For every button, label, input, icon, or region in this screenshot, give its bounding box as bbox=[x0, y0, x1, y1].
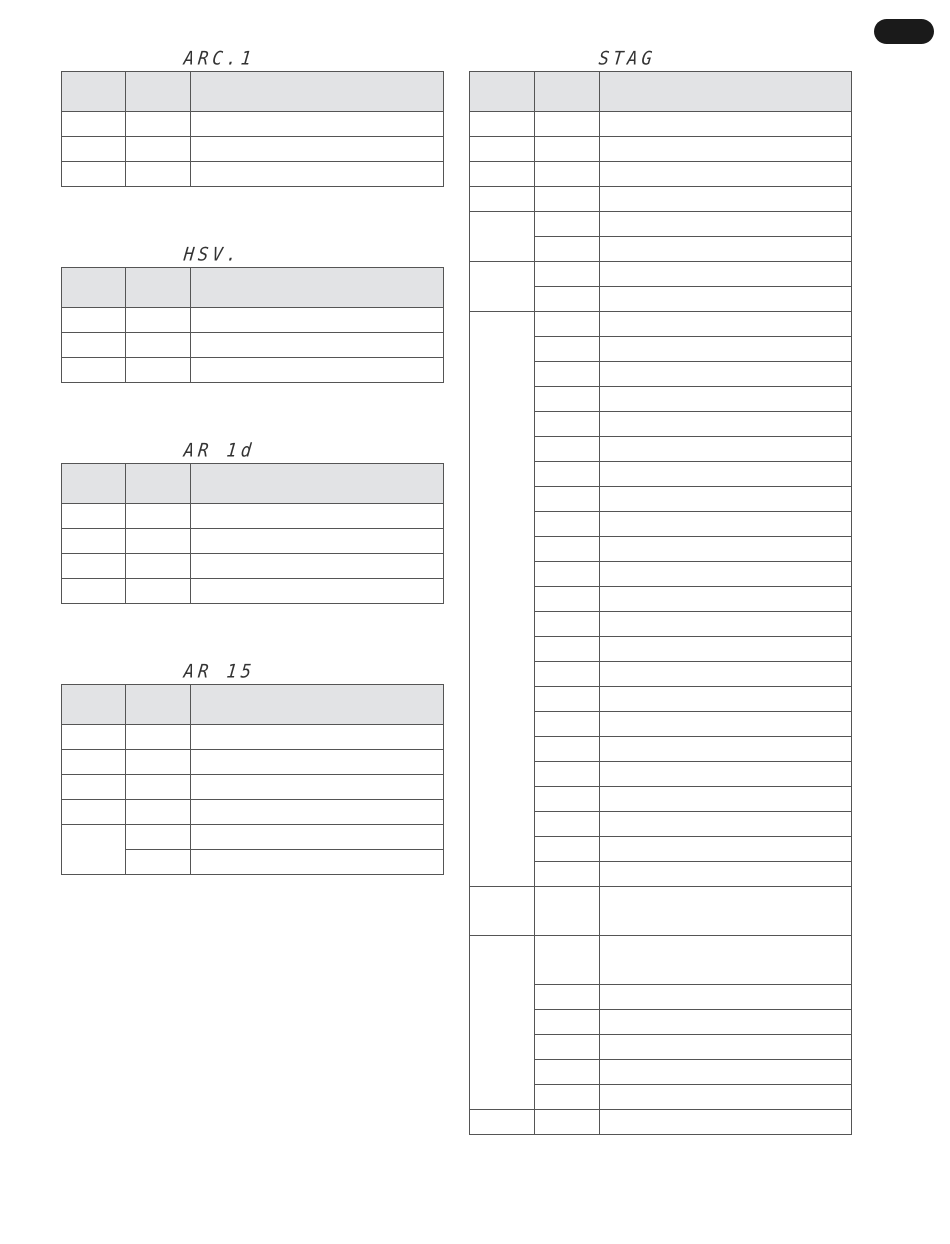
cell bbox=[191, 579, 444, 604]
table-row bbox=[62, 554, 444, 579]
cell bbox=[535, 737, 600, 762]
cell bbox=[470, 262, 535, 312]
cell bbox=[535, 287, 600, 312]
table-row bbox=[62, 112, 444, 137]
cell bbox=[600, 687, 852, 712]
cell bbox=[126, 825, 191, 850]
cell bbox=[126, 504, 191, 529]
cell bbox=[600, 162, 852, 187]
cell bbox=[600, 362, 852, 387]
cell bbox=[470, 162, 535, 187]
cell bbox=[600, 1035, 852, 1060]
cell bbox=[191, 750, 444, 775]
cell bbox=[191, 529, 444, 554]
cell bbox=[535, 262, 600, 287]
cell bbox=[600, 587, 852, 612]
cell bbox=[62, 504, 126, 529]
cell bbox=[126, 112, 191, 137]
cell bbox=[600, 212, 852, 237]
cell bbox=[535, 1035, 600, 1060]
cell bbox=[191, 162, 444, 187]
cell bbox=[535, 662, 600, 687]
header-cell bbox=[62, 464, 126, 504]
cell bbox=[600, 837, 852, 862]
cell bbox=[600, 985, 852, 1010]
cell bbox=[535, 687, 600, 712]
header-cell bbox=[535, 72, 600, 112]
table-row bbox=[470, 262, 852, 287]
cell bbox=[535, 587, 600, 612]
cell bbox=[600, 412, 852, 437]
cell bbox=[62, 308, 126, 333]
table-title-hsv: HSV. bbox=[182, 244, 242, 266]
cell bbox=[126, 850, 191, 875]
table-row bbox=[62, 308, 444, 333]
cell bbox=[535, 812, 600, 837]
header-cell bbox=[470, 72, 535, 112]
table-arc1 bbox=[61, 71, 444, 187]
cell bbox=[535, 1110, 600, 1135]
cell bbox=[470, 936, 535, 1110]
header-cell bbox=[126, 268, 191, 308]
cell bbox=[191, 800, 444, 825]
cell bbox=[535, 637, 600, 662]
cell bbox=[600, 462, 852, 487]
cell bbox=[126, 308, 191, 333]
header-cell bbox=[62, 72, 126, 112]
table-title-stag: STAG bbox=[597, 48, 657, 70]
table-title-arc1: ARC.1 bbox=[182, 48, 257, 70]
cell bbox=[535, 985, 600, 1010]
table-header-row bbox=[62, 72, 444, 112]
cell bbox=[126, 529, 191, 554]
cell bbox=[191, 825, 444, 850]
table-row bbox=[62, 504, 444, 529]
header-cell bbox=[191, 685, 444, 725]
cell bbox=[191, 333, 444, 358]
cell bbox=[535, 412, 600, 437]
cell bbox=[535, 1085, 600, 1110]
table-row bbox=[62, 333, 444, 358]
table-row bbox=[470, 1110, 852, 1135]
cell bbox=[191, 850, 444, 875]
cell bbox=[191, 358, 444, 383]
cell bbox=[126, 137, 191, 162]
table-row bbox=[62, 800, 444, 825]
cell bbox=[600, 487, 852, 512]
cell bbox=[600, 287, 852, 312]
cell bbox=[62, 137, 126, 162]
cell bbox=[535, 112, 600, 137]
table-arid bbox=[61, 463, 444, 604]
cell bbox=[600, 862, 852, 887]
cell bbox=[470, 1110, 535, 1135]
cell bbox=[600, 337, 852, 362]
cell bbox=[600, 1085, 852, 1110]
cell bbox=[600, 787, 852, 812]
cell bbox=[535, 837, 600, 862]
table-hsv bbox=[61, 267, 444, 383]
cell bbox=[470, 187, 535, 212]
cell bbox=[126, 333, 191, 358]
cell bbox=[191, 137, 444, 162]
table-title-arid: AR 1d bbox=[182, 440, 257, 462]
cell bbox=[535, 862, 600, 887]
cell bbox=[535, 562, 600, 587]
header-cell bbox=[191, 72, 444, 112]
cell bbox=[600, 512, 852, 537]
cell bbox=[600, 537, 852, 562]
cell bbox=[62, 579, 126, 604]
cell bbox=[535, 1010, 600, 1035]
cell bbox=[62, 162, 126, 187]
cell bbox=[62, 554, 126, 579]
table-header-row bbox=[62, 464, 444, 504]
cell bbox=[535, 487, 600, 512]
cell bbox=[600, 137, 852, 162]
cell bbox=[600, 112, 852, 137]
cell bbox=[62, 800, 126, 825]
table-header-row bbox=[470, 72, 852, 112]
cell bbox=[600, 1010, 852, 1035]
cell bbox=[600, 612, 852, 637]
cell bbox=[600, 187, 852, 212]
cell bbox=[600, 1110, 852, 1135]
cell bbox=[535, 762, 600, 787]
cell bbox=[191, 504, 444, 529]
cell bbox=[535, 337, 600, 362]
cell bbox=[600, 812, 852, 837]
cell bbox=[62, 358, 126, 383]
table-row bbox=[62, 529, 444, 554]
cell bbox=[470, 212, 535, 262]
cell bbox=[535, 162, 600, 187]
header-cell bbox=[62, 268, 126, 308]
table-row bbox=[62, 162, 444, 187]
cell bbox=[470, 137, 535, 162]
cell bbox=[535, 787, 600, 812]
cell bbox=[62, 825, 126, 875]
cell bbox=[126, 358, 191, 383]
cell bbox=[126, 554, 191, 579]
table-row bbox=[470, 936, 852, 985]
table-row bbox=[62, 137, 444, 162]
cell bbox=[191, 775, 444, 800]
cell bbox=[126, 725, 191, 750]
cell bbox=[62, 333, 126, 358]
cell bbox=[600, 637, 852, 662]
header-cell bbox=[191, 268, 444, 308]
cell bbox=[126, 162, 191, 187]
table-row bbox=[62, 358, 444, 383]
table-row bbox=[62, 579, 444, 604]
cell bbox=[600, 762, 852, 787]
cell bbox=[600, 1060, 852, 1085]
cell bbox=[126, 750, 191, 775]
cell bbox=[600, 562, 852, 587]
cell bbox=[600, 712, 852, 737]
table-row bbox=[470, 187, 852, 212]
cell bbox=[600, 312, 852, 337]
cell bbox=[600, 387, 852, 412]
cell bbox=[600, 936, 852, 985]
table-row bbox=[62, 750, 444, 775]
cell bbox=[191, 112, 444, 137]
table-row bbox=[470, 137, 852, 162]
cell bbox=[600, 262, 852, 287]
table-row bbox=[470, 312, 852, 337]
table-row bbox=[470, 887, 852, 936]
table-header-row bbox=[62, 268, 444, 308]
cell bbox=[62, 750, 126, 775]
cell bbox=[535, 312, 600, 337]
cell bbox=[470, 887, 535, 936]
cell bbox=[191, 308, 444, 333]
header-cell bbox=[600, 72, 852, 112]
cell bbox=[600, 662, 852, 687]
header-cell bbox=[191, 464, 444, 504]
cell bbox=[62, 725, 126, 750]
cell bbox=[535, 1060, 600, 1085]
cell bbox=[191, 725, 444, 750]
cell bbox=[126, 775, 191, 800]
cell bbox=[126, 579, 191, 604]
cell bbox=[535, 887, 600, 936]
cell bbox=[600, 737, 852, 762]
cell bbox=[535, 512, 600, 537]
table-title-ar15: AR 15 bbox=[182, 661, 257, 683]
cell bbox=[600, 887, 852, 936]
cell bbox=[191, 554, 444, 579]
header-cell bbox=[126, 72, 191, 112]
table-stag bbox=[469, 71, 852, 1135]
cell bbox=[62, 529, 126, 554]
cell bbox=[535, 437, 600, 462]
header-cell bbox=[62, 685, 126, 725]
cell bbox=[62, 112, 126, 137]
language-badge bbox=[874, 19, 934, 44]
table-row bbox=[470, 112, 852, 137]
cell bbox=[470, 112, 535, 137]
table-row bbox=[62, 725, 444, 750]
cell bbox=[535, 187, 600, 212]
table-header-row bbox=[62, 685, 444, 725]
header-cell bbox=[126, 685, 191, 725]
cell bbox=[62, 775, 126, 800]
cell bbox=[535, 462, 600, 487]
cell bbox=[470, 312, 535, 887]
table-row bbox=[470, 212, 852, 237]
cell bbox=[535, 237, 600, 262]
cell bbox=[535, 936, 600, 985]
cell bbox=[535, 212, 600, 237]
cell bbox=[535, 712, 600, 737]
table-ar15 bbox=[61, 684, 444, 875]
cell bbox=[600, 437, 852, 462]
table-row bbox=[470, 162, 852, 187]
cell bbox=[535, 387, 600, 412]
cell bbox=[535, 362, 600, 387]
cell bbox=[535, 612, 600, 637]
cell bbox=[535, 137, 600, 162]
table-row bbox=[62, 775, 444, 800]
cell bbox=[126, 800, 191, 825]
cell bbox=[535, 537, 600, 562]
cell bbox=[600, 237, 852, 262]
header-cell bbox=[126, 464, 191, 504]
table-row bbox=[62, 825, 444, 850]
